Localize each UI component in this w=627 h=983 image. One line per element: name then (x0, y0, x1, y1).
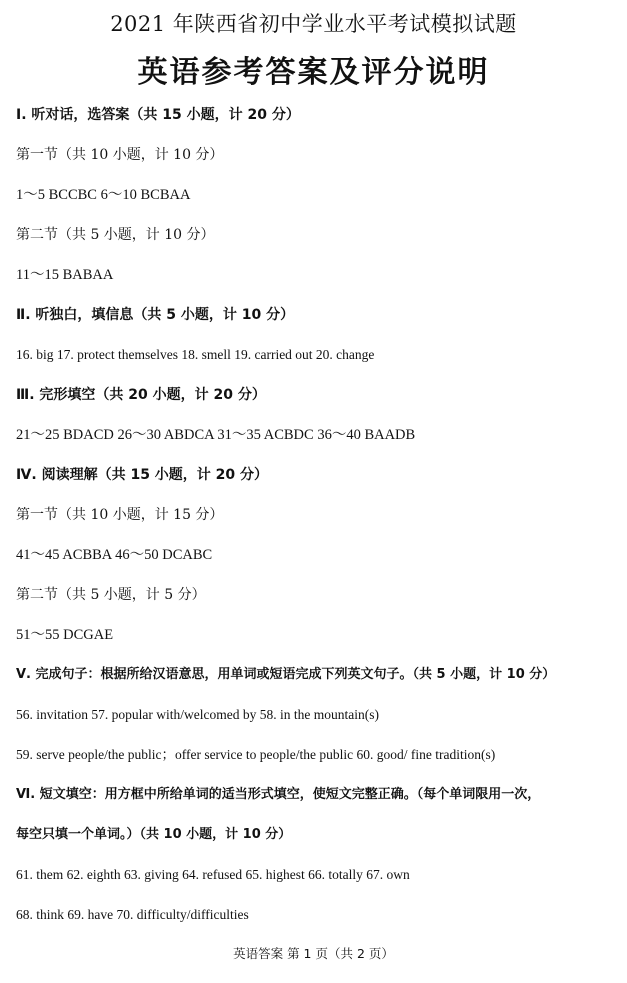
section-1-heading: Ⅰ. 听对话，选答案（共 15 小题，计 20 分） (16, 107, 300, 123)
section-5-heading: Ⅴ. 完成句子：根据所给汉语意思，用单词或短语完成下列英文句子。（共 5 小题，计 10 分） (16, 667, 556, 682)
section-6-heading: Ⅵ. 短文填空：用方框中所给单词的适当形式填空，使短文完整正确。（每个单词限用一次， (16, 787, 541, 802)
section-4-heading: Ⅳ. 阅读理解（共 15 小题，计 20 分） (16, 467, 269, 483)
document-title: 2021 年陕西省初中学业水平考试模拟试题 (110, 12, 517, 36)
document-subtitle: 英语参考答案及评分说明 (137, 55, 490, 90)
section-2-heading: Ⅱ. 听独白，填信息（共 5 小题，计 10 分） (16, 307, 295, 323)
section-1-part-2: 第二节（共 5 小题，计 10 分） (16, 227, 215, 243)
answers-41-50: 41～45 ACBBA 46～50 DCABC (16, 547, 213, 563)
answers-1-10: 1～5 BCCBC 6～10 BCBAA (16, 187, 191, 203)
section-4-part-2: 第二节（共 5 小题，计 5 分） (16, 587, 206, 603)
answers-59-60: 59. serve people/the public；offer service to people/the public 60. good/ fine tradition(s) (16, 747, 496, 762)
section-1-part-1: 第一节（共 10 小题，计 10 分） (16, 147, 224, 163)
page-footer: 英语答案 第 1 页（共 2 页） (233, 946, 394, 961)
answers-51-55: 51～55 DCGAE (16, 627, 114, 643)
answers-56-58: 56. invitation 57. popular with/welcomed by 58. in the mountain(s) (16, 707, 379, 722)
section-4-part-1: 第一节（共 10 小题，计 15 分） (16, 507, 224, 523)
answers-21-40: 21～25 BDACD 26～30 ABDCA 31～35 ACBDC 36～40 BAADB (16, 427, 416, 443)
answers-11-15: 11～15 BABAA (16, 267, 114, 283)
answers-16-20: 16. big 17. protect themselves 18. smell 19. carried out 20. change (16, 347, 375, 362)
section-6-heading-cont: 每空只填一个单词。）（共 10 小题，计 10 分） (16, 827, 292, 842)
answers-68-70: 68. think 69. have 70. difficulty/difficulties (16, 907, 249, 922)
answers-61-67: 61. them 62. eighth 63. giving 64. refused 65. highest 66. totally 67. own (16, 867, 410, 882)
section-3-heading: Ⅲ. 完形填空（共 20 小题，计 20 分） (16, 387, 266, 403)
